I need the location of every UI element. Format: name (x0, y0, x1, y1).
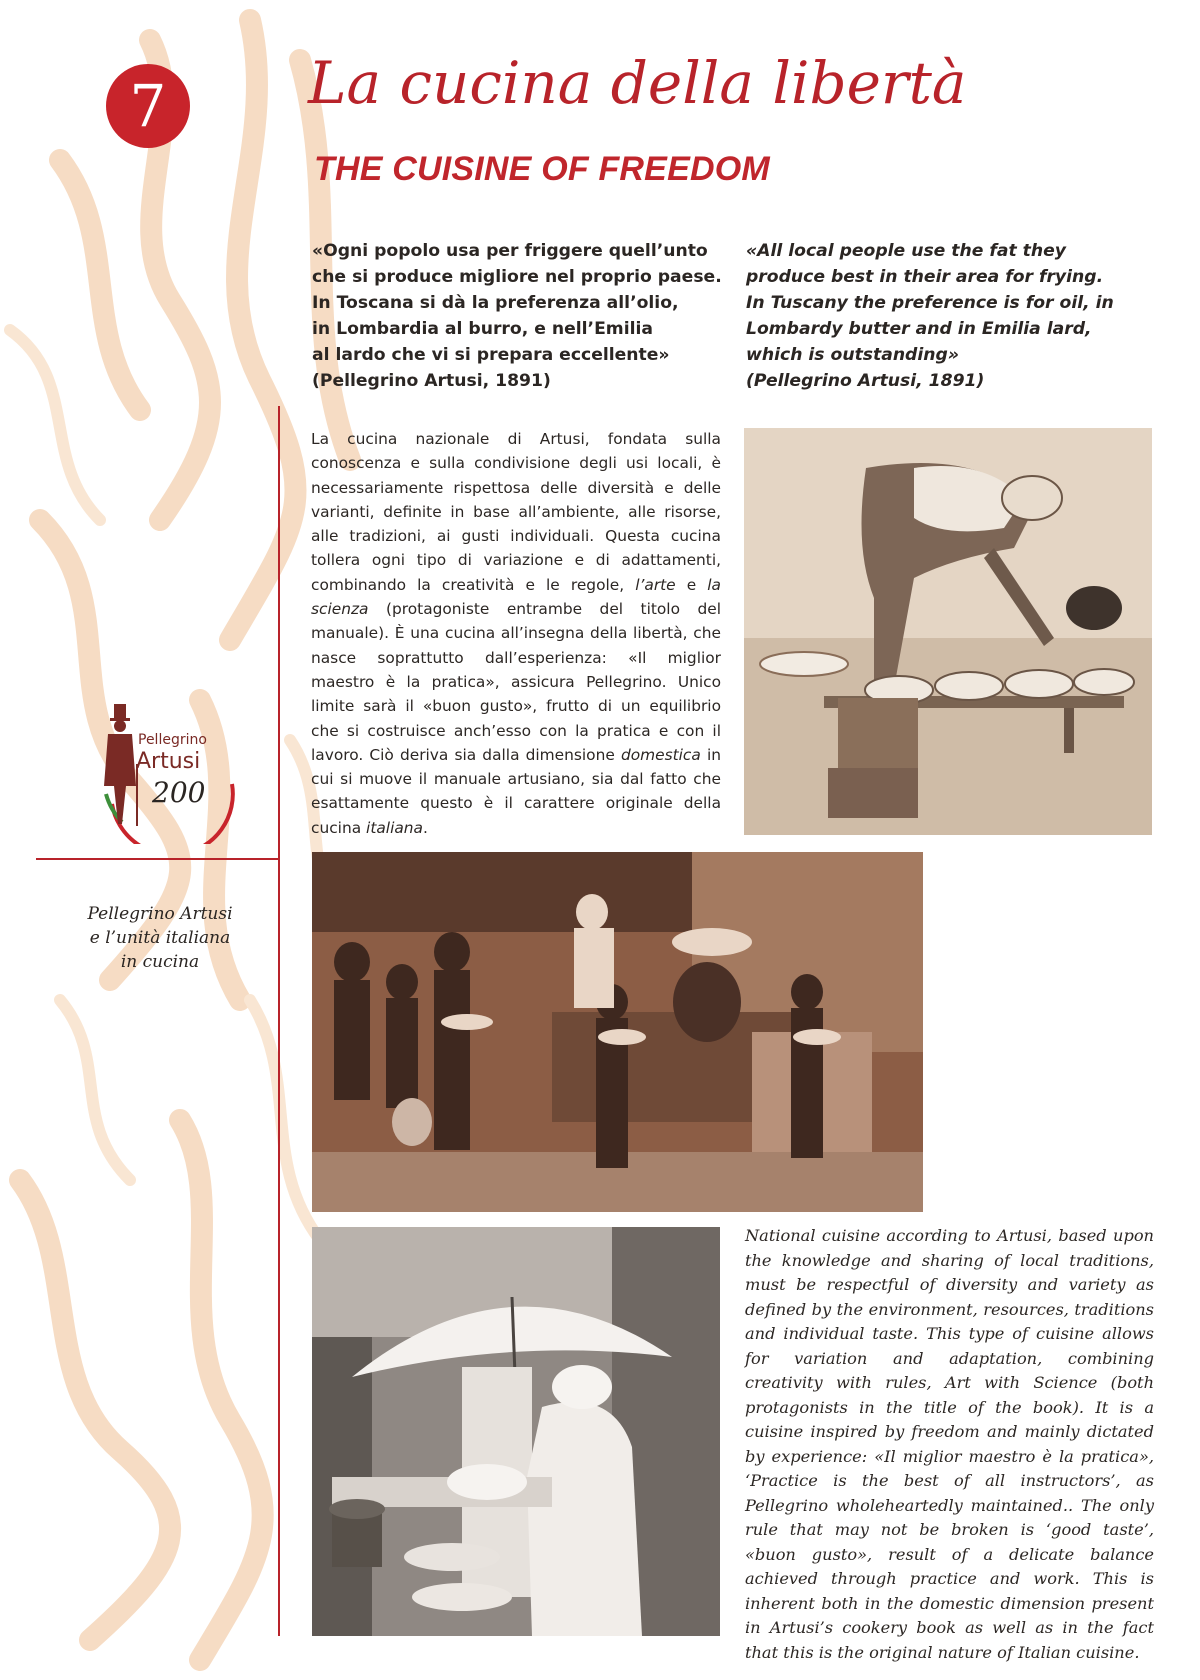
english-quote: «All local people use the fat they produce best in their area for frying. In Tuscany the preference is for oil, in Lombardy butter and in Emilia lard, which is outstanding» (Pellegrino Artusi, 1891) (746, 241, 1114, 391)
vertical-divider (278, 406, 280, 1636)
photo-street-pasta-vendors (312, 852, 923, 1212)
horizontal-divider (36, 858, 280, 860)
italian-title: La cucina della libertà (308, 49, 967, 117)
exhibition-subtitle: Pellegrino Artusi e l’unità italiana in cucina (87, 904, 233, 972)
silhouette-figure-icon (104, 704, 138, 826)
english-body-text: National cuisine according to Artusi, based upon the knowledge and sharing of local traditions, must be respectful of diversity and variety as defined by the environment, resources, traditions and individual taste. This type of cuisine allows for variation and adaptation, combining creativity with rules, Art with Science (both protagonists in the title of the book). It is a cuisine inspired by freedom and mainly dictated by experience: «Il miglior maestro è la pratica», ‘Practice is the best of all instructors’, as Pellegrino wholeheartedly maintained.. The only rule that may not be broken is ‘good taste’, «buon gusto», result of a delicate balance achieved through practice and work. This is inherent both in the domestic dimension present in Artusi’s cookery book as well as in the fact that this is the original nature of Italian cuisine. (745, 1226, 1154, 1662)
logo-line1: Pellegrino (138, 732, 207, 748)
photo-woman-under-umbrella (312, 1227, 720, 1636)
english-title: THE CUISINE OF FREEDOM (314, 150, 770, 188)
italian-body-text: La cucina nazionale di Artusi, fondata sulla conoscenza e sulla condivisione degli usi locali, è necessariamente rispettosa delle diversità e delle varianti, definite in base all’ambiente, alle risorse, alle tradizioni, ai gusti individuali. Questa cucina tollera ogni tipo di variazione e di adattamenti, combinando la creatività e le regole, l’arte e la scienza (protagoniste entrambe del titolo del manuale). È una cucina all’insegna della libertà, che nasce soprattutto dall’esperienza: «Il miglior maestro è la pratica», assicura Pellegrino. Unico limite sarà il «buon gusto», frutto di un equilibrio che si costruisce anch’esso con la pratica e con il lavoro. Ciò deriva sia dalla dimensione domestica in cui si muove il manuale artusiano, sia dal fatto che esattamente questo è il carattere originale della cucina italiana. (311, 430, 721, 837)
logo-number: 200 (152, 776, 206, 809)
artusi-200-logo (92, 694, 242, 844)
logo-line2: Artusi (136, 749, 201, 774)
photo-man-cooking-outdoors (744, 428, 1152, 835)
chapter-number-badge: 7 (106, 64, 190, 148)
italian-quote: «Ogni popolo usa per friggere quell’unto che si produce migliore nel proprio paese. In Toscana si dà la preferenza all’olio, in Lombardia al burro, e nell’Emilia al lardo che vi si prepara eccellente» (Pellegrino Artusi, 1891) (312, 241, 722, 391)
